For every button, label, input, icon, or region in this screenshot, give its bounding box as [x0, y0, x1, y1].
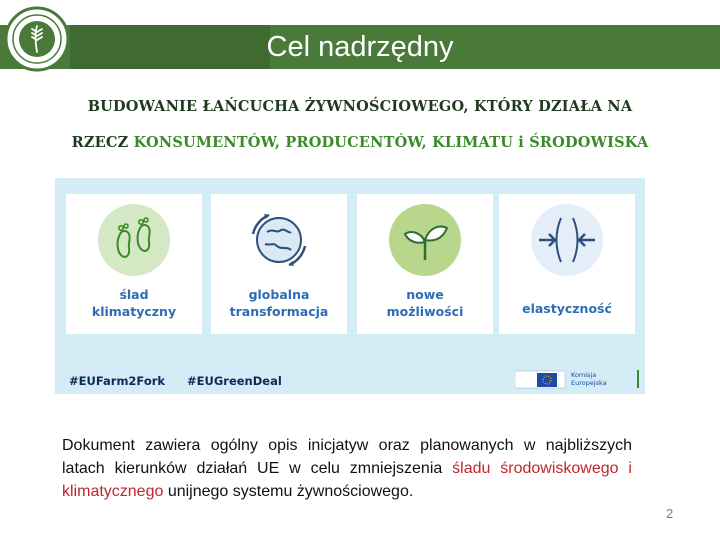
card-flexibility-label: elastyczność [522, 301, 612, 316]
footprint-icon [98, 204, 170, 276]
sprout-icon [389, 204, 461, 276]
page-title: Cel nadrzędny [266, 31, 454, 63]
hashtag-farm2fork: #EUFarm2Fork [69, 374, 166, 388]
headline-line-2 [20, 134, 700, 151]
description-part-1: Dokument zawiera ogólny opis inicjatyw oraz planowanych w najbliższych latach kierunków działań UE w celu zmniejszenia [62, 437, 632, 477]
farm2fork-banner [55, 178, 645, 394]
description-part-2: unijnego systemu żywnościowego. [167, 483, 414, 500]
card-footprint [66, 194, 202, 334]
card-opportunities-label: nowe możliwości [386, 287, 464, 319]
headline-line-1: BUDOWANIE ŁAŃCUCHA ŻYWNOŚCIOWEGO, KTÓRY DZIAŁA NA [87, 98, 633, 115]
page-number: 2 [666, 506, 674, 521]
description-paragraph [62, 434, 632, 503]
card-global-label: globalna transformacja [229, 287, 329, 319]
card-opportunities [357, 194, 493, 334]
eu-commission-logo [515, 368, 641, 390]
card-global [211, 194, 347, 334]
eu-commission-label: Komisja Europejska [571, 371, 607, 387]
card-footprint-label: ślad klimatyczny [91, 287, 177, 319]
globe-arrows-icon [243, 204, 315, 276]
headline-stakeholders: KONSUMENTÓW, PRODUCENTÓW, KLIMATU i ŚRODOWISKA [133, 134, 649, 151]
arrows-inward-icon [531, 204, 603, 276]
hashtag-greendeal: #EUGreenDeal [187, 374, 282, 388]
card-flexibility [499, 194, 635, 334]
headline-rzecz: RZECZ [71, 134, 129, 151]
description-highlight: śladu środowiskowego i klimatycznego [62, 460, 632, 500]
